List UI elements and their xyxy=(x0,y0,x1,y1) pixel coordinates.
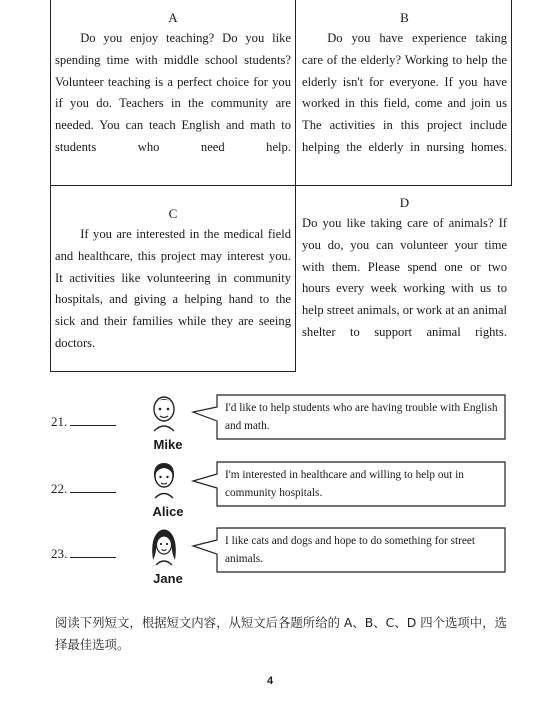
question-number: 23. xyxy=(51,546,68,561)
person-name-jane: Jane xyxy=(153,571,183,586)
reading-instruction: 阅读下列短文，根据短文内容，从短文后各题所给的 A、B、C、D 四个选项中，选择最佳选项。 xyxy=(55,615,507,652)
option-a-text: Do you enjoy teaching? Do you like spending time with middle school students? Volunteer teaching is a perfect choice for you if you do. Teachers in the community are needed. You can teach English and math to students who need help. xyxy=(55,31,291,154)
option-a-cell xyxy=(55,8,291,181)
boy-portrait-icon xyxy=(148,393,180,433)
option-d-text: Do you like taking care of animals? If you do, you can volunteer your time with them. Please spend one or two hours every week working with us to help street animals, or work at an animal shelter to support animal rights. xyxy=(302,216,507,339)
question-number: 22. xyxy=(51,481,68,496)
question-23 xyxy=(51,546,116,562)
option-d-letter: D xyxy=(399,195,410,210)
option-c-letter: C xyxy=(168,206,178,221)
statement-23: I like cats and dogs and hope to do something for street animals. xyxy=(225,535,476,565)
option-d-cell xyxy=(302,193,507,366)
option-b-cell xyxy=(302,8,507,181)
girl-portrait-icon xyxy=(148,460,180,500)
option-b-letter: B xyxy=(400,10,409,25)
question-21 xyxy=(51,414,116,430)
person-name-alice: Alice xyxy=(152,504,184,519)
long-hair-girl-icon xyxy=(148,526,180,566)
option-c-text: If you are interested in the medical field and healthcare, this project may interest you. It activities like volunteering in community hospitals, and giving a helping hand to the sick and their families while they are seeing doctors. xyxy=(55,227,291,350)
speech-bubble-23 xyxy=(193,527,506,573)
question-22 xyxy=(51,481,116,497)
option-a-letter: A xyxy=(168,10,178,25)
page-number: 4 xyxy=(266,675,274,687)
option-b-text: Do you have experience taking care of the elderly? Working to help the elderly isn't for everyone. If you have worked in this field, come and join us The activities in this project include helping the elderly in nursing homes. xyxy=(302,31,507,154)
speech-bubble-21 xyxy=(193,394,506,440)
answer-blank[interactable] xyxy=(70,547,116,558)
answer-blank[interactable] xyxy=(70,415,116,426)
person-name-mike: Mike xyxy=(153,437,183,452)
option-c-cell xyxy=(55,204,291,377)
answer-blank[interactable] xyxy=(70,482,116,493)
question-number: 21. xyxy=(51,414,68,429)
speech-bubble-22 xyxy=(193,461,506,507)
statement-21: I'd like to help students who are having trouble with English and math. xyxy=(225,402,498,432)
statement-22: I'm interested in healthcare and willing to help out in community hospitals. xyxy=(225,469,464,499)
